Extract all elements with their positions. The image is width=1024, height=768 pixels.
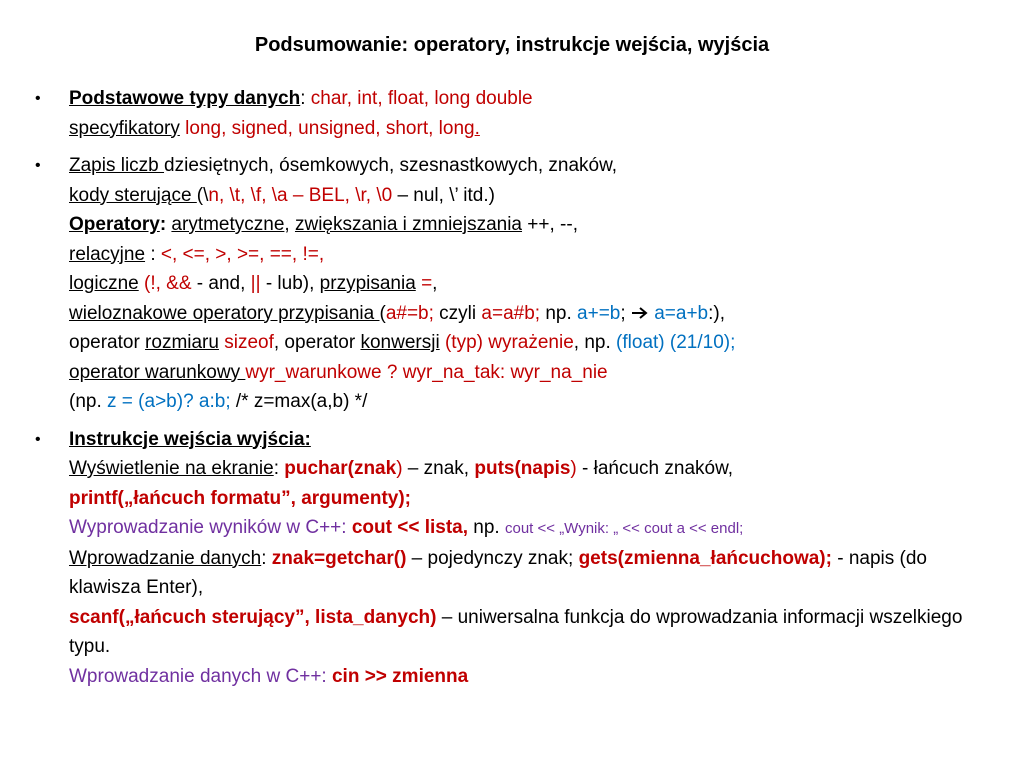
right-arrow-icon xyxy=(631,303,649,324)
data-input-line: Wprowadzanie danych: znak=getchar() – pojedynczy znak; gets(zmienna_łańcuchowa); - napis (do klawisza Enter), xyxy=(69,547,927,598)
bullet-dot-icon: • xyxy=(35,157,41,174)
control-codes-heading: kody sterujące xyxy=(69,184,197,206)
io-heading: Instrukcje wejścia wyjścia: xyxy=(69,428,311,450)
bullet-io xyxy=(35,425,995,692)
conditional-operator-line: operator warunkowy wyr_warunkowe ? wyr_na_tak: wyr_na_nie xyxy=(69,361,608,383)
slide-title: Podsumowanie: operatory, instrukcje wejścia, wyjścia xyxy=(254,34,770,56)
operators-heading: Operatory xyxy=(69,214,160,235)
cpp-output-line: Wyprowadzanie wyników w C++: cout << lista, np. cout << „Wynik: „ << cout a << endl; xyxy=(69,517,744,538)
cpp-input-line: Wprowadzanie danych w C++: cin >> zmienna xyxy=(69,665,469,687)
data-types-line: Podstawowe typy danych: char, int, float, long double xyxy=(69,88,533,109)
number-notation-line: Zapis liczb dziesiętnych, ósemkowych, szesnastkowych, znaków, xyxy=(69,155,618,176)
specifiers-heading: specyfikatory xyxy=(69,117,180,139)
bullet-operators xyxy=(35,151,995,417)
number-notation-heading: Zapis liczb xyxy=(69,155,165,176)
slide-content xyxy=(35,84,995,699)
data-types-list: char, int, float, long double xyxy=(310,88,533,109)
control-codes-line: kody sterujące (\n, \t, \f, \a – BEL, \r, \0 – nul, \’ itd.) xyxy=(69,184,495,206)
relational-line: relacyjne : <, <=, >, >=, ==, !=, xyxy=(69,243,325,265)
bullet-dot-icon: • xyxy=(35,90,41,107)
compound-assignment-line: wieloznakowe operatory przypisania (a#=b; czyli a=a#b; np. a+=b; a=a+b:), xyxy=(69,302,726,324)
logical-line: logiczne (!, && - and, || - lub), przypisania =, xyxy=(69,273,438,294)
io-heading-line xyxy=(69,425,995,455)
specifiers-list: long, signed, unsigned, short, long xyxy=(179,117,475,139)
specifiers-line: specyfikatory long, signed, unsigned, short, long. xyxy=(69,117,480,139)
sizeof-cast-line: operator rozmiaru sizeof, operator konwersji (typ) wyrażenie, np. (float) (21/10); xyxy=(69,332,736,353)
operators-line: Operatory: arytmetyczne, zwiększania i zmniejszania ++, --, xyxy=(69,214,578,235)
bullet-dot-icon: • xyxy=(35,430,41,448)
scanf-line: scanf(„łańcuch sterujący”, lista_danych) – uniwersalna funkcja do wprowadzania informacji wszelkiego typu. xyxy=(69,606,963,657)
printf-line: printf(„łańcuch formatu”, argumenty); xyxy=(69,487,412,509)
conditional-example-line: (np. z = (a>b)? a:b; /* z=max(a,b) */ xyxy=(69,391,368,412)
bullet-data-types xyxy=(35,84,995,143)
screen-output-line: Wyświetlenie na ekranie: puchar(znak) – znak, puts(napis) - łańcuch znaków, xyxy=(69,458,734,479)
data-types-heading: Podstawowe typy danych xyxy=(69,88,301,109)
